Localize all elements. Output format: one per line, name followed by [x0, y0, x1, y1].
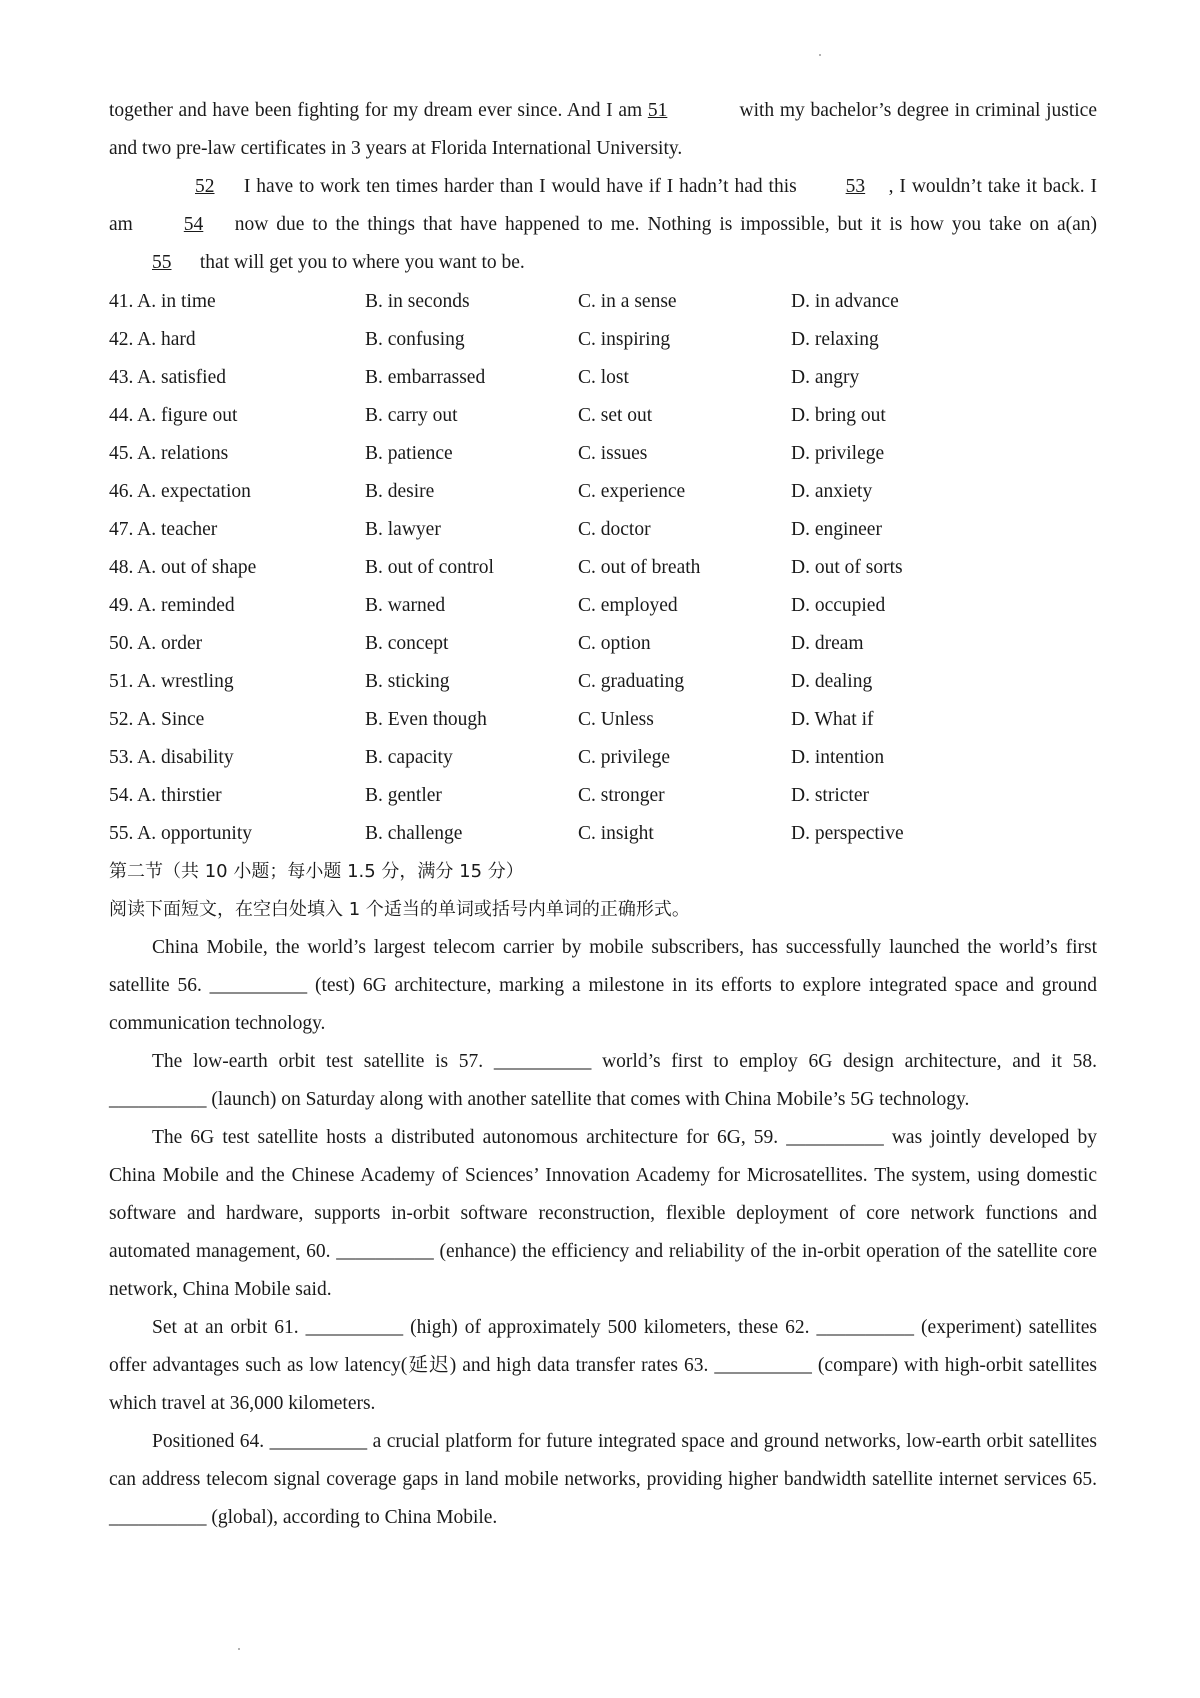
option-row — [109, 283, 1097, 321]
option-c: C. inspiring — [578, 329, 671, 350]
option-d: D. relaxing — [791, 329, 879, 350]
cloze-passage-end — [109, 92, 1097, 282]
blank-55: 55 — [152, 252, 172, 273]
option-b: B. warned — [365, 595, 446, 616]
option-row — [109, 549, 1097, 587]
option-c: C. out of breath — [578, 557, 701, 578]
option-b: B. desire — [365, 481, 435, 502]
option-a: 48. A. out of shape — [109, 557, 257, 578]
option-c: C. privilege — [578, 747, 671, 768]
option-a: 49. A. reminded — [109, 595, 235, 616]
section-two — [109, 853, 1097, 1537]
option-d: D. dealing — [791, 671, 873, 692]
option-d: D. out of sorts — [791, 557, 903, 578]
passage-text: that will get you to where you want to be. — [195, 252, 525, 273]
option-d: D. stricter — [791, 785, 869, 806]
grammar-paragraph: The 6G test satellite hosts a distributed autonomous architecture for 6G, 59. __________ was jointly developed by China Mobile and the Chinese Academy of Sciences’ Innovation Academy for Microsatellites. The system, using domestic software and hardware, supports in-orbit software reconstruction, flexible deployment of core network functions and automated management, 60. __________ (enhance) the efficiency and reliability of the in-orbit operation of the satellite core network, China Mobile said. — [109, 1127, 1097, 1300]
option-d: D. angry — [791, 367, 860, 388]
passage-paragraph — [109, 168, 1097, 282]
option-row — [109, 663, 1097, 701]
option-d: D. engineer — [791, 519, 882, 540]
section-heading: 第二节（共 10 小题；每小题 1.5 分，满分 15 分） — [109, 861, 524, 882]
option-b: B. out of control — [365, 557, 494, 578]
scan-speck — [819, 54, 821, 56]
option-b: B. Even though — [365, 709, 487, 730]
option-d: D. dream — [791, 633, 864, 654]
option-row — [109, 321, 1097, 359]
option-b: B. gentler — [365, 785, 442, 806]
option-a: 41. A. in time — [109, 291, 216, 312]
option-a: 55. A. opportunity — [109, 823, 253, 844]
grammar-paragraph: Positioned 64. __________ a crucial platform for future integrated space and ground networks, low-earth orbit satellites can address telecom signal coverage gaps in land mobile networks, providing higher bandwidth satellite internet services 65. __________ (global), according to China Mobile. — [109, 1431, 1097, 1528]
option-d: D. bring out — [791, 405, 886, 426]
passage-paragraph — [109, 92, 1097, 168]
grammar-paragraph: Set at an orbit 61. __________ (high) of approximately 500 kilometers, these 62. __________ (experiment) satellites offer advantages such as low latency(延迟) and high data transfer rates 63. __________ (compare) with high-orbit satellites which travel at 36,000 kilometers. — [109, 1317, 1097, 1414]
option-a: 42. A. hard — [109, 329, 196, 350]
option-a: 52. A. Since — [109, 709, 205, 730]
option-row — [109, 739, 1097, 777]
option-d: D. intention — [791, 747, 885, 768]
option-row — [109, 815, 1097, 853]
option-row — [109, 701, 1097, 739]
option-b: B. in seconds — [365, 291, 470, 312]
option-a: 46. A. expectation — [109, 481, 251, 502]
passage-text: now due to the things that have happened to me. Nothing is impossible, but it is how you take on a(an) — [226, 214, 1098, 235]
option-row — [109, 359, 1097, 397]
answer-options — [109, 283, 1097, 853]
option-row — [109, 511, 1097, 549]
option-c: C. issues — [578, 443, 648, 464]
blank-52: 52 — [195, 176, 215, 197]
option-d: D. privilege — [791, 443, 885, 464]
option-row — [109, 777, 1097, 815]
option-c: C. in a sense — [578, 291, 677, 312]
section-instruction: 阅读下面短文，在空白处填入 1 个适当的单词或括号内单词的正确形式。 — [109, 899, 690, 920]
option-a: 47. A. teacher — [109, 519, 218, 540]
grammar-paragraph: The low-earth orbit test satellite is 57. __________ world’s first to employ 6G design architecture, and it 58. __________ (launch) on Saturday along with another satellite that comes with China Mobile’s 5G technology. — [109, 1051, 1097, 1110]
option-d: D. perspective — [791, 823, 904, 844]
option-a: 51. A. wrestling — [109, 671, 234, 692]
option-a: 43. A. satisfied — [109, 367, 226, 388]
option-b: B. challenge — [365, 823, 463, 844]
option-b: B. lawyer — [365, 519, 441, 540]
option-b: B. carry out — [365, 405, 458, 426]
option-c: C. doctor — [578, 519, 651, 540]
option-c: C. experience — [578, 481, 686, 502]
passage-text: together and have been fighting for my dream ever since. And I am — [109, 100, 648, 121]
option-c: C. graduating — [578, 671, 685, 692]
option-b: B. concept — [365, 633, 449, 654]
option-a: 53. A. disability — [109, 747, 234, 768]
option-a: 50. A. order — [109, 633, 203, 654]
option-b: B. embarrassed — [365, 367, 486, 388]
option-c: C. set out — [578, 405, 653, 426]
option-row — [109, 625, 1097, 663]
option-d: D. anxiety — [791, 481, 873, 502]
option-a: 45. A. relations — [109, 443, 229, 464]
option-b: B. patience — [365, 443, 453, 464]
blank-54: 54 — [183, 214, 204, 235]
option-row — [109, 473, 1097, 511]
option-c: C. insight — [578, 823, 654, 844]
option-c: C. stronger — [578, 785, 665, 806]
option-d: D. What if — [791, 709, 874, 730]
passage-text: , I wouldn’t take it back. I am — [109, 176, 1097, 235]
option-c: C. Unless — [578, 709, 654, 730]
option-row — [109, 397, 1097, 435]
option-row — [109, 435, 1097, 473]
option-a: 44. A. figure out — [109, 405, 238, 426]
option-d: D. occupied — [791, 595, 886, 616]
option-b: B. capacity — [365, 747, 453, 768]
option-c: C. employed — [578, 595, 678, 616]
option-b: B. sticking — [365, 671, 450, 692]
passage-text: with my bachelor’s degree in criminal justice and two pre-law certificates in 3 years at Florida International University. — [109, 100, 1097, 159]
option-c: C. lost — [578, 367, 629, 388]
option-c: C. option — [578, 633, 651, 654]
grammar-paragraph: China Mobile, the world’s largest telecom carrier by mobile subscribers, has successfully launched the world’s first satellite 56. __________ (test) 6G architecture, marking a milestone in its efforts to explore integrated space and ground communication technology. — [109, 937, 1097, 1034]
passage-text: I have to work ten times harder than I would have if I hadn’t had this — [238, 176, 803, 197]
option-b: B. confusing — [365, 329, 465, 350]
blank-51: 51 — [647, 100, 668, 121]
option-row — [109, 587, 1097, 625]
blank-53: 53 — [845, 176, 866, 197]
scan-speck — [238, 1648, 240, 1650]
option-d: D. in advance — [791, 291, 899, 312]
option-a: 54. A. thirstier — [109, 785, 222, 806]
